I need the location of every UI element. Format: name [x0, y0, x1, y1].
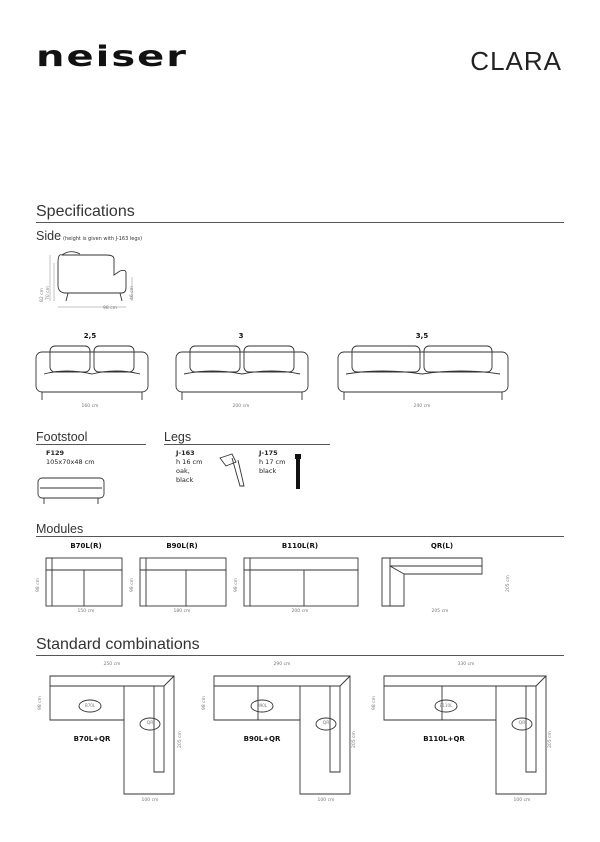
- side-view-drawing: [40, 245, 140, 315]
- legs-heading: Legs: [164, 430, 192, 444]
- module-qr-drawing: [382, 558, 486, 608]
- sofa-3-5-drawing: [338, 344, 508, 404]
- leg-j163-height: h 16 cm: [176, 458, 203, 466]
- leg-j175-code: J-175: [259, 449, 278, 457]
- module-b110-drawing: [244, 558, 364, 608]
- leg-j175-drawing: [292, 454, 304, 490]
- combo1-module: B70L: [84, 703, 96, 708]
- leg-j163-finish2: black: [176, 476, 194, 484]
- combo2-top-dim: 290 cm: [273, 662, 291, 667]
- leg-j175-finish: black: [259, 467, 277, 475]
- footstool-heading: Footstool: [36, 430, 88, 444]
- combo3-corner: QR: [518, 721, 526, 726]
- side-heading: Side: [36, 229, 62, 243]
- model-name: CLARA: [470, 46, 562, 76]
- combo1-label: B70L+QR: [73, 735, 111, 743]
- sofa-3-width: 200 cm: [232, 404, 250, 409]
- divider: [36, 222, 564, 223]
- leg-j163-drawing: [218, 452, 248, 492]
- combo1-top-dim: 250 cm: [103, 662, 121, 667]
- module-label-qr: QR(L): [430, 542, 454, 550]
- combo3-right-dim: 205 cm: [548, 731, 553, 748]
- modules-heading: Modules: [36, 522, 84, 536]
- combo1-corner: QR: [146, 721, 154, 726]
- combo1-bottom-dim: 100 cm: [141, 798, 159, 803]
- sofa-3-drawing: [176, 344, 308, 404]
- leg-j163-finish: oak,: [176, 467, 190, 475]
- module-b110-width: 200 cm: [291, 609, 309, 614]
- module-qr-depth: 205 cm: [506, 575, 511, 592]
- module-label-b70: B70L(R): [70, 542, 102, 550]
- module-label-b110: B110L(R): [281, 542, 319, 550]
- module-b110-depth: 98 cm: [234, 577, 239, 592]
- specifications-heading: Specifications: [36, 203, 135, 220]
- combo2-module: B90L: [256, 703, 268, 708]
- combo3-label: B110L+QR: [423, 735, 465, 743]
- combo2-right-dim: 205 cm: [352, 731, 357, 748]
- divider: [36, 444, 146, 445]
- combo1-right-dim: 205 cm: [178, 731, 183, 748]
- side-seat2-dim: 46 cm: [130, 285, 135, 300]
- module-b90-depth: 98 cm: [130, 577, 135, 592]
- module-label-b90: B90L(R): [166, 542, 198, 550]
- divider: [36, 536, 564, 537]
- module-b70-depth: 98 cm: [36, 577, 41, 592]
- combo3-top-dim: 330 cm: [457, 662, 475, 667]
- footstool-size: 105x70x48 cm: [46, 458, 95, 466]
- module-b70-width: 150 cm: [77, 609, 95, 614]
- sofa-2-5-width: 160 cm: [81, 404, 99, 409]
- divider: [164, 444, 330, 445]
- combo1-left-dim: 98 cm: [38, 695, 43, 710]
- combo2-left-dim: 98 cm: [202, 695, 207, 710]
- combo2-corner: QR: [322, 721, 330, 726]
- module-qr-width: 205 cm: [431, 609, 449, 614]
- combo2-bottom-dim: 100 cm: [317, 798, 335, 803]
- side-note: (height is given with J-163 legs): [63, 236, 143, 242]
- side-width-dim: 98 cm: [102, 306, 117, 311]
- combo3-module: B110L: [439, 703, 453, 708]
- divider: [36, 655, 564, 656]
- leg-j163-code: J-163: [176, 449, 195, 457]
- sofa-2-5-drawing: [36, 344, 148, 404]
- sofa-label-3-5: 3,5: [415, 332, 429, 340]
- sofa-label-2-5: 2,5: [83, 332, 97, 340]
- combo3-left-dim: 98 cm: [372, 695, 377, 710]
- side-height-dim: 82 cm: [40, 287, 45, 302]
- footstool-code: F129: [46, 449, 65, 457]
- side-seat-dim: 70 cm: [46, 285, 51, 300]
- module-b70-drawing: [46, 558, 126, 608]
- footstool-drawing: [38, 476, 104, 506]
- leg-j175-height: h 17 cm: [259, 458, 286, 466]
- combo3-bottom-dim: 100 cm: [513, 798, 531, 803]
- module-b90-width: 180 cm: [173, 609, 191, 614]
- combo2-label: B90L+QR: [243, 735, 281, 743]
- combinations-heading: Standard combinations: [36, 636, 200, 653]
- brand-logo: neiser: [36, 40, 188, 74]
- module-b90-drawing: [140, 558, 230, 608]
- sofa-3-5-width: 240 cm: [413, 404, 431, 409]
- sofa-label-3: 3: [238, 332, 244, 340]
